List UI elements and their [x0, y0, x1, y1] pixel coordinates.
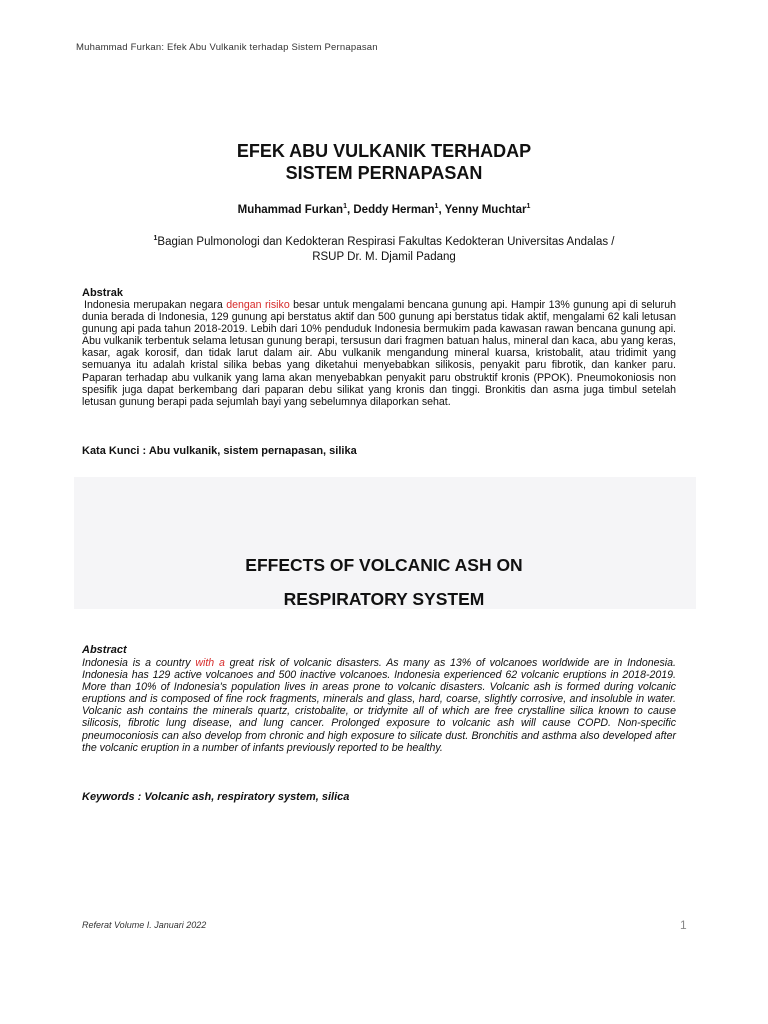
affiliation-line-2: RSUP Dr. M. Djamil Padang [312, 251, 456, 263]
abstract-text-start: Indonesia is a country [82, 657, 196, 669]
page-number: 1 [680, 918, 687, 932]
author-affiliation-mark: 1 [526, 203, 531, 210]
paper-title-line-1: EFEK ABU VULKANIK TERHADAP [236, 141, 532, 161]
abstract-heading: Abstract [82, 644, 127, 656]
abstrak-body [82, 299, 676, 408]
author-separator: , [438, 204, 445, 216]
author-affiliation-mark: 1 [434, 203, 439, 210]
running-head: Muhammad Furkan: Efek Abu Vulkanik terhadap Sistem Pernapasan [76, 42, 378, 53]
author-name: Yenny Muchtar [444, 204, 527, 216]
abstrak-heading: Abstrak [82, 287, 123, 299]
author-separator: , [346, 204, 354, 216]
paper-title [0, 140, 768, 184]
author-name: Deddy Herman [353, 204, 435, 216]
author-affiliation-mark: 1 [343, 203, 347, 210]
abstrak-highlight: dengan risiko [226, 299, 290, 311]
affiliation-mark: 1 [153, 235, 158, 242]
kata-kunci: Kata Kunci : Abu vulkanik, sistem pernapasan, silika [82, 445, 357, 457]
english-title-line-1: EFFECTS OF VOLCANIC ASH ON [245, 555, 523, 575]
author-name: Muhammad Furkan [237, 204, 344, 216]
paper-title-line-2: SISTEM PERNAPASAN [285, 163, 483, 183]
affiliation [0, 231, 768, 265]
abstract-text-rest: great risk of volcanic disasters. As many as 13% of volcanoes worldwide are in Indonesia. Indonesia has 129 active volcanoes and 500 inactive volcanoes. Indonesia experienced 62 volcanic eruptions in 2018-2019. More than 10% of Indonesia's population lives in areas prone to volcanic disasters. Volcanic ash is formed during volcanic eruptions and is composed of fine rock fragments, minerals and glass, hard, coarse, slightly corrosive, and insoluble in water. Volcanic ash contains the minerals quartz, cristobalite, or tridymite all of which are free crystalline silica known to cause silicosis, fibrotic lung disease, and lung cancer. Prolonged exposure to volcanic ash will cause COPD. Non-specific pneumoconiosis can also develop from chronic and high exposure to silicate dust. Bronchitis and asthma also developed after the volcanic eruption in a number of infants previously reported to be healthy. [82, 657, 676, 754]
english-title-line-2: RESPIRATORY SYSTEM [283, 589, 485, 609]
keywords: Keywords : Volcanic ash, respiratory system, silica [82, 791, 350, 803]
affiliation-line-1: Bagian Pulmonologi dan Kedokteran Respirasi Fakultas Kedokteran Universitas Andalas / [157, 236, 615, 248]
abstract-highlight: with a [195, 657, 225, 669]
abstrak-text-rest: besar untuk mengalami bencana gunung api. Hampir 13% gunung api di seluruh dunia berada di Indonesia, 129 gunung api berstatus aktif dan 500 gunung api berstatus tidak aktif, mengalami 62 kali letusan gunung api pada tahun 2018-2019. Lebih dari 10% penduduk Indonesia bermukim pada kawasan rawan bencana gunung api. Abu vulkanik terbentuk selama letusan gunung berapi, tersusun dari fragmen batuan halus, mineral dan kaca, abu yang keras, kasar, agak korosif, dan tidak larut dalam air. Abu vulkanik mengandung mineral kuarsa, kristobalit, atau tridimit yang semuanya itu adalah kristal silika bebas yang diketahui menyebabkan silikosis, penyakit paru fibrotik, dan kanker paru. Paparan terhadap abu vulkanik yang lama akan menyebabkan penyakit paru obstruktif kronis (PPOK). Pneumokoniosis non spesifik juga dapat berkembang dari paparan debu silikat yang kronis dan tinggi. Bronkitis dan asma juga timbul setelah letusan gunung berapi pada sejumlah bayi yang sebelumnya dilaporkan sehat. [82, 299, 676, 408]
abstract-body [82, 657, 676, 754]
footer-journal: Referat Volume I. Januari 2022 [82, 920, 207, 930]
author-list [0, 203, 768, 216]
abstrak-text-start: Indonesia merupakan negara [84, 299, 227, 311]
